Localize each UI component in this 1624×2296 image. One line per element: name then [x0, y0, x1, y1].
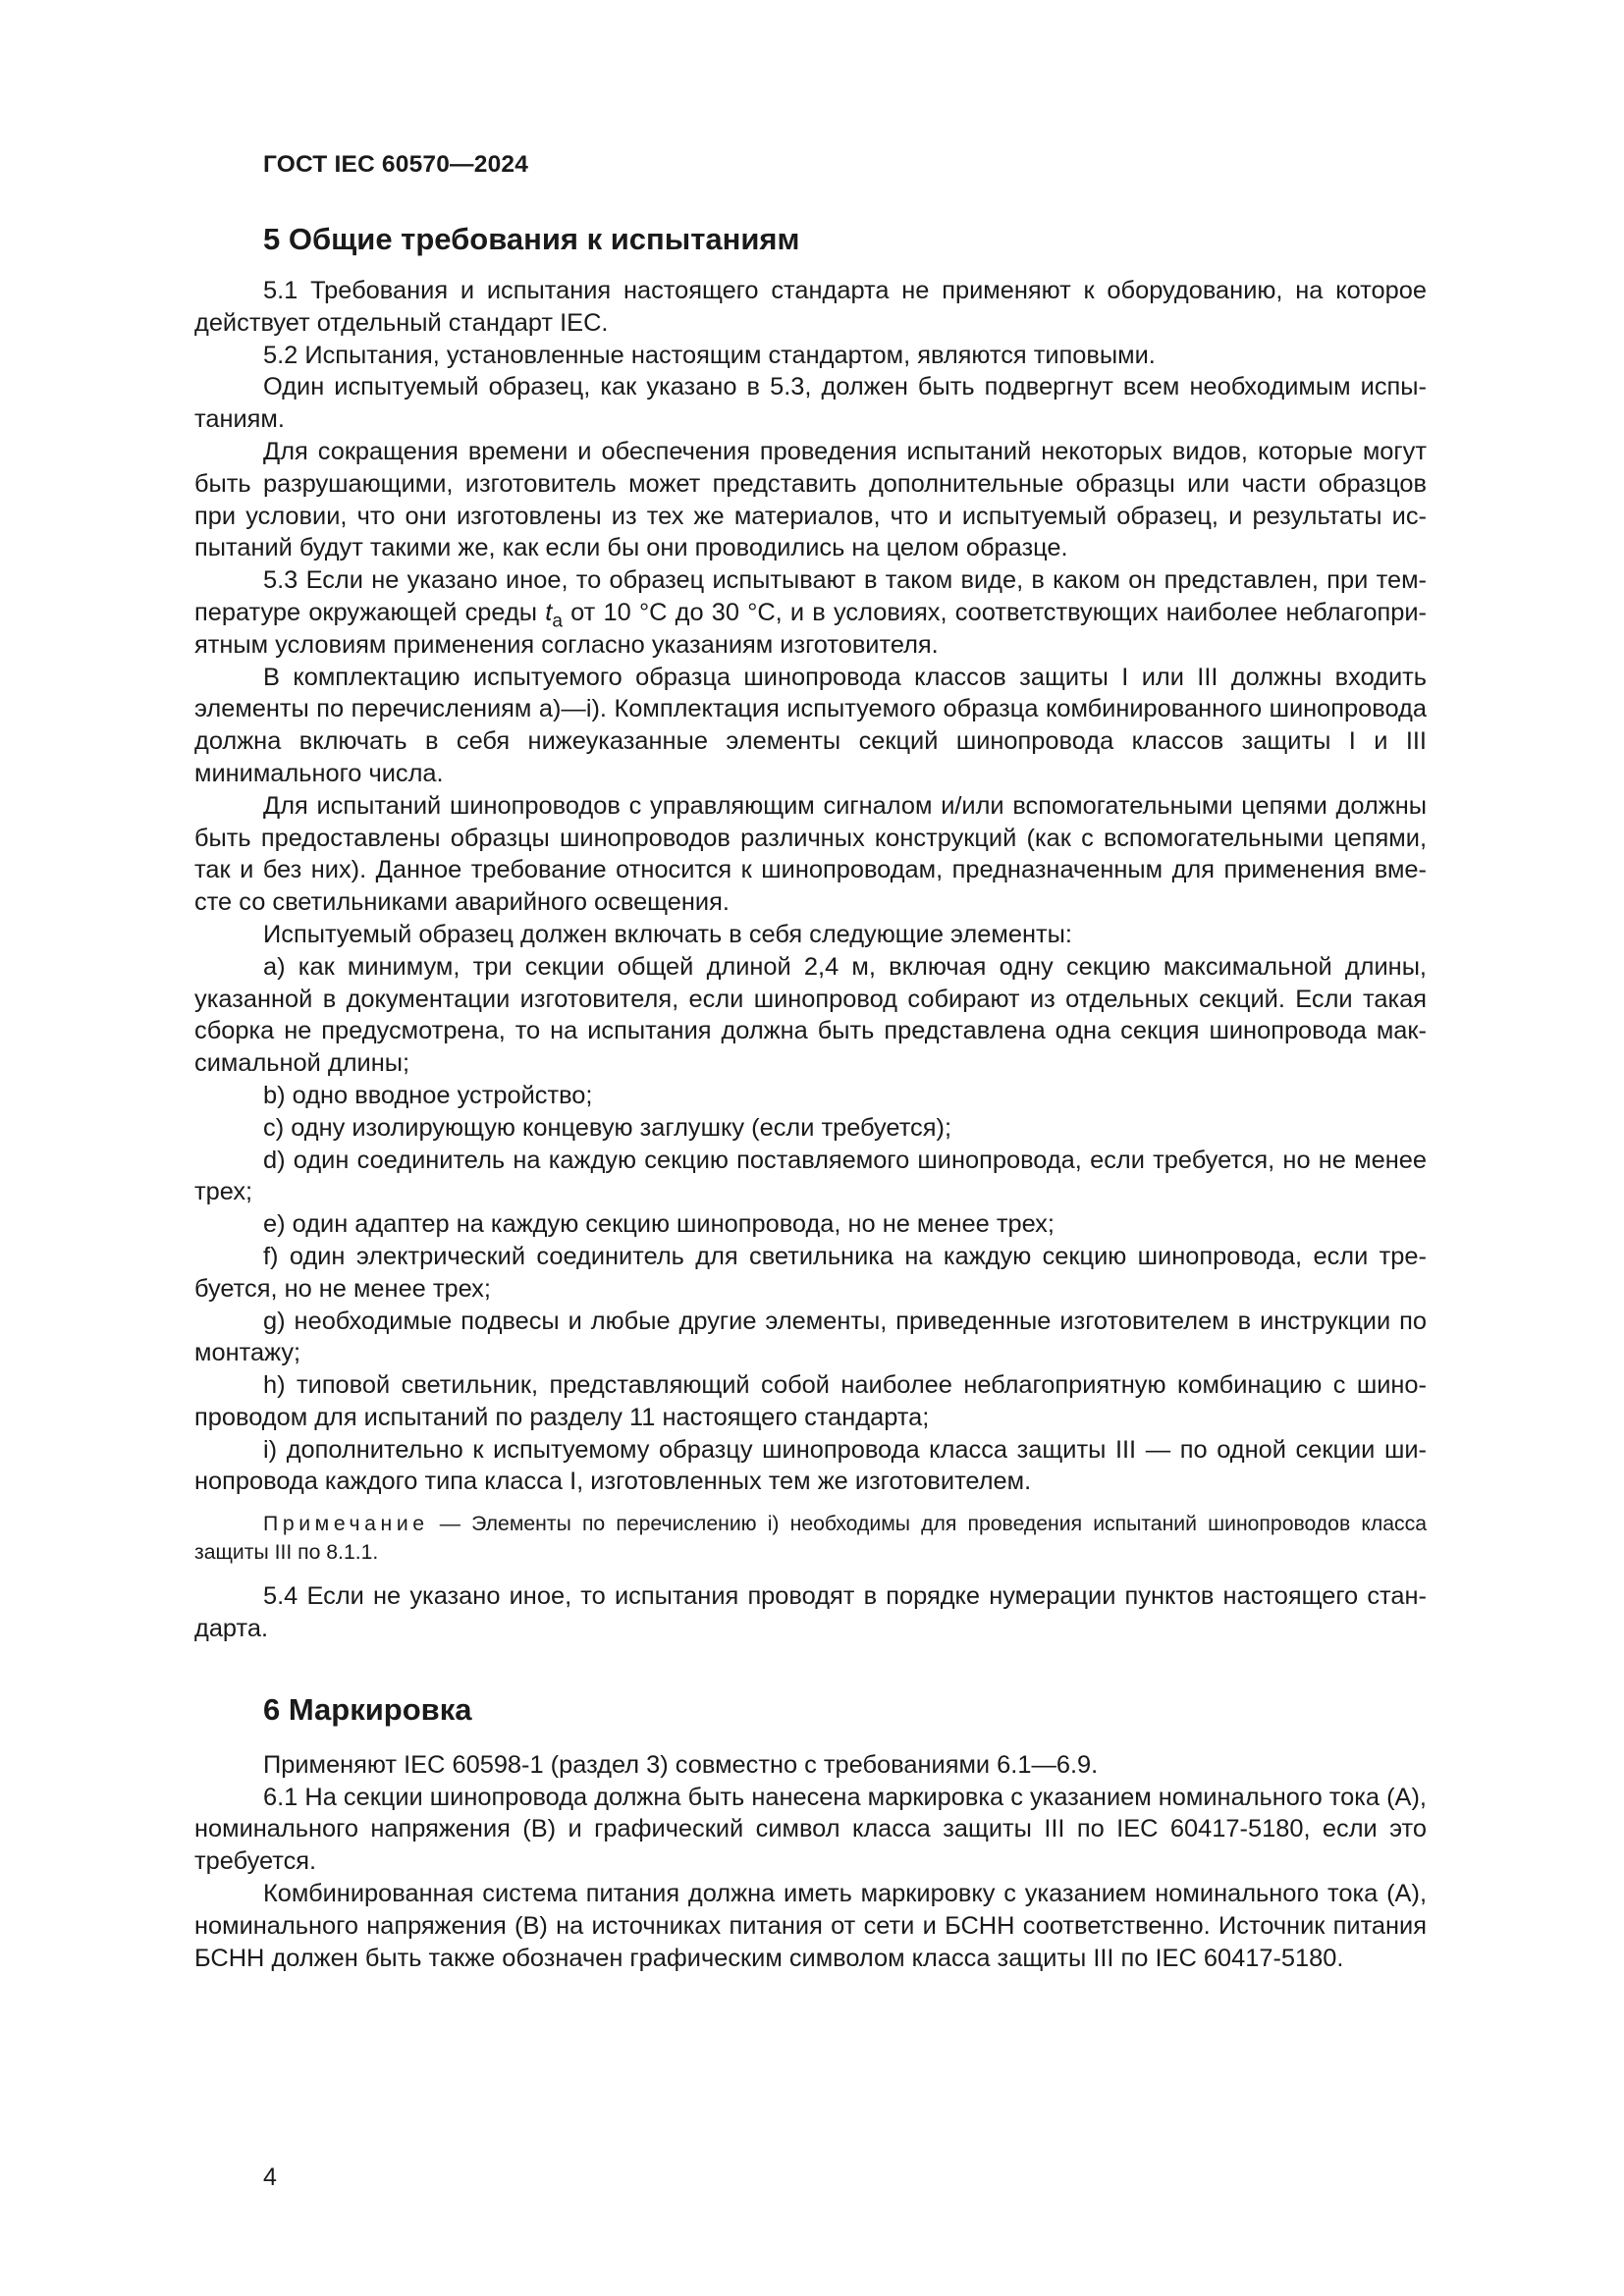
- paragraph-sample-kit: В комплектацию испытуемого образца шинопровода классов защиты I или III должны входить элементы по перечислениям а)—i). Комплектация испытуемого образца комбинированного шинопровода должна включать в себя нижеуказанные элементы секций шинопровода классов защиты I и III минимального числа.: [194, 663, 1427, 787]
- paragraph-5-3: [194, 564, 1427, 661]
- paragraph-5-3-part-2: от 10 °С до 30 °С, и в условиях, соответствующих наиболее неблагоприятным условиям применения согласно указаниям изготовителя.: [194, 598, 1427, 659]
- ambient-temperature-subscript: a: [552, 611, 563, 632]
- note: [194, 1510, 1427, 1567]
- list-item-g: g) необходимые подвесы и любые другие элементы, приведенные изготовителем в инструкции по монтажу;: [194, 1307, 1427, 1367]
- paragraph-elements-intro: Испытуемый образец должен включать в себя следующие элементы:: [263, 920, 1072, 948]
- paragraph-5-4: 5.4 Если не указано иное, то испытания проводят в порядке нумерации пунктов настоящего стандарта.: [194, 1582, 1427, 1643]
- paragraph-control-signal: Для испытаний шинопроводов с управляющим сигналом и/или вспомогательными цепями должны быть предоставлены образцы шинопроводов различных конструкций (как с вспомогательными цепями, так и без них). Данное требование относится к шинопроводам, предназначенным для применения вместе со светильниками аварийного освещения.: [194, 791, 1427, 917]
- paragraph-5-3-part-1: 5.3 Если не указано иное, то образец испытывают в таком виде, в каком он представлен, при температуре окружающей среды: [194, 566, 1427, 626]
- paragraph-5-2: 5.2 Испытания, установленные настоящим стандартом, являются типовыми.: [263, 341, 1156, 369]
- paragraph-reduce-time: Для сокращения времени и обеспечения проведения испытаний некоторых видов, которые могут быть разрушающими, изготовитель может представить дополнительные образцы или части образцов при условии, что они изготовлены из тех же материалов, что и испытуемый образец, и результаты испытаний будут такими же, как если бы они проводились на целом образце.: [194, 437, 1427, 562]
- paragraph-6-intro: Применяют IEC 60598-1 (раздел 3) совместно с требованиями 6.1—6.9.: [263, 1750, 1099, 1779]
- list-item-d: d) один соединитель на каждую секцию поставляемого шинопровода, если требуется, но не менее трех;: [194, 1146, 1427, 1206]
- running-header: ГОСТ IEC 60570—2024: [263, 151, 529, 178]
- note-label: Примечание: [263, 1513, 429, 1536]
- list-item-e: e) один адаптер на каждую секцию шинопровода, но не менее трех;: [263, 1210, 1055, 1239]
- ambient-temperature-symbol: t: [545, 598, 553, 626]
- list-item-h: h) типовой светильник, представляющий собой наиболее неблагоприятную комбинацию с шинопроводом для испытаний по разделу 11 настоящего стандарта;: [194, 1371, 1427, 1431]
- paragraph-combined-system: Комбинированная система питания должна иметь маркировку с указанием номинального тока (А), номинального напряжения (В) на источниках питания от сети и БСНН соответственно. Источник питания БСНН должен быть также обозначен графическим символом класса защиты III по IEC 60417-5180.: [194, 1880, 1427, 1972]
- page-number: 4: [263, 2163, 277, 2191]
- section-5-heading: 5 Общие требования к испытаниям: [263, 222, 800, 256]
- list-item-a: а) как минимум, три секции общей длиной 2,4 м, включая одну секцию максимальной длины, указанной в документации изготовителя, если шинопровод собирают из отдельных секций. Если такая сборка не предусмотрена, то на испытания должна быть представлена одна секция шинопровода максимальной длины;: [194, 952, 1427, 1078]
- list-item-b: b) одно вводное устройство;: [263, 1081, 593, 1109]
- section-6-heading: 6 Маркировка: [263, 1691, 472, 1727]
- page-body: [194, 218, 1427, 1974]
- note-text: — Элементы по перечислению i) необходимы для проведения испытаний шинопроводов класса защиты III по 8.1.1.: [194, 1513, 1427, 1565]
- list-item-c: c) одну изолирующую концевую заглушку (если требуется);: [263, 1113, 952, 1142]
- list-item-i: i) дополнительно к испытуемому образцу шинопровода класса защиты III — по одной секции шинопровода каждого типа класса I, изготовленных тем же изготовителем.: [194, 1435, 1427, 1496]
- paragraph-5-1: 5.1 Требования и испытания настоящего стандарта не применяют к оборудованию, на которое действует отдельный стандарт IEC.: [194, 277, 1427, 337]
- paragraph-single-sample: Один испытуемый образец, как указано в 5.3, должен быть подвергнут всем необходимым испытаниям.: [194, 373, 1427, 434]
- list-item-f: f) один электрический соединитель для светильника на каждую секцию шинопровода, если требуется, но не менее трех;: [194, 1242, 1427, 1303]
- paragraph-6-1: 6.1 На секции шинопровода должна быть нанесена маркировка с указанием номинального тока (А), номинального напряжения (В) и графический символ класса защиты III по IEC 60417-5180, если это требуется.: [194, 1783, 1427, 1876]
